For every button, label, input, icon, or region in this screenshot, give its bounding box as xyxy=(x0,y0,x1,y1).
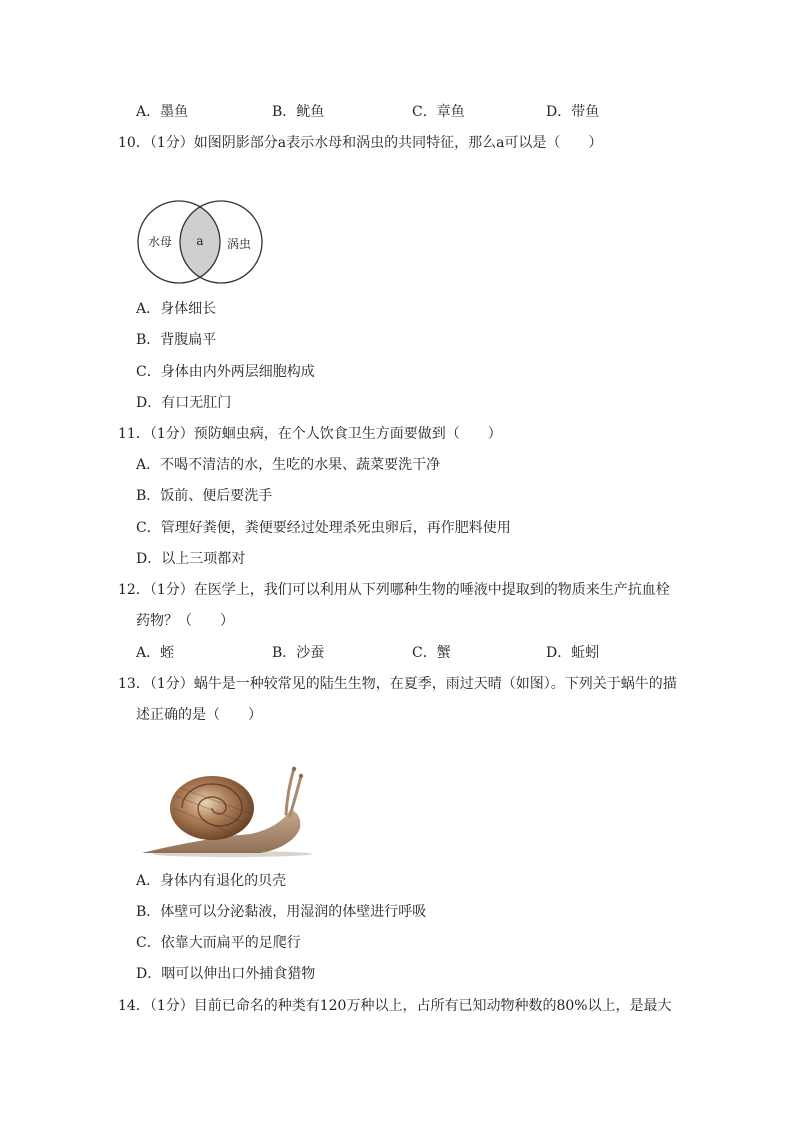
q13-option-c: C．依靠大而扁平的足爬行 xyxy=(136,935,301,951)
venn-right-label: 涡虫 xyxy=(226,237,252,251)
q10-option-d: D．有口无肛门 xyxy=(136,395,232,411)
q10-option-a: A．身体细长 xyxy=(136,301,217,317)
q11-option-d: D．以上三项都对 xyxy=(136,551,246,567)
q13-option-a: A．身体内有退化的贝壳 xyxy=(136,873,287,889)
q10-option-c: C．身体由内外两层细胞构成 xyxy=(136,364,315,380)
q12-options xyxy=(136,643,656,663)
venn-left-label: 水母 xyxy=(147,235,173,249)
q12-option-b: B．沙蚕 xyxy=(272,645,325,661)
q13-option-b: B．体壁可以分泌黏液，用湿润的体壁进行呼吸 xyxy=(136,904,427,920)
q12-stem-line2: 药物？（ ） xyxy=(136,613,234,629)
q12-option-a: A．蛭 xyxy=(136,645,175,661)
q13-stem-line1: 13．（1分）蜗牛是一种较常见的陆生生物，在夏季，雨过天晴（如图）。下列关于蜗牛的描 xyxy=(118,676,677,692)
q13-stem-line2: 述正确的是（ ） xyxy=(136,707,262,723)
q9-option-a: A．墨鱼 xyxy=(136,104,189,120)
q11-stem: 11．（1分）预防蛔虫病，在个人饮食卫生方面要做到（ ） xyxy=(118,426,502,442)
snail-image xyxy=(140,766,312,860)
q9-option-b: B．鱿鱼 xyxy=(272,104,325,120)
q11-option-c: C．管理好粪便，粪便要经过处理杀死虫卵后，再作肥料使用 xyxy=(136,520,511,536)
venn-center-label: a xyxy=(196,234,204,248)
q11-option-a: A．不喝不清洁的水，生吃的水果、蔬菜要洗干净 xyxy=(136,457,441,473)
q11-option-b: B．饭前、便后要洗手 xyxy=(136,488,273,504)
q10-stem: 10．（1分）如图阴影部分a表示水母和涡虫的共同特征，那么a可以是（ ） xyxy=(118,135,603,151)
q12-option-d: D．蚯蚓 xyxy=(546,645,600,661)
q12-stem-line1: 12．（1分）在医学上，我们可以利用从下列哪种生物的唾液中提取到的物质来生产抗血栓 xyxy=(118,582,670,598)
q13-option-d: D．咽可以伸出口外捕食猎物 xyxy=(136,966,316,982)
q10-option-b: B．背腹扁平 xyxy=(136,332,217,348)
venn-diagram xyxy=(136,198,268,286)
q12-option-c: C．蟹 xyxy=(412,645,451,661)
q14-stem-line1: 14．（1分）目前已命名的种类有120万种以上，占所有已知动物种数的80%以上，是最大 xyxy=(118,998,672,1014)
q9-options xyxy=(136,102,656,122)
q9-option-d: D．带鱼 xyxy=(546,104,600,120)
q9-option-c: C．章鱼 xyxy=(412,104,465,120)
